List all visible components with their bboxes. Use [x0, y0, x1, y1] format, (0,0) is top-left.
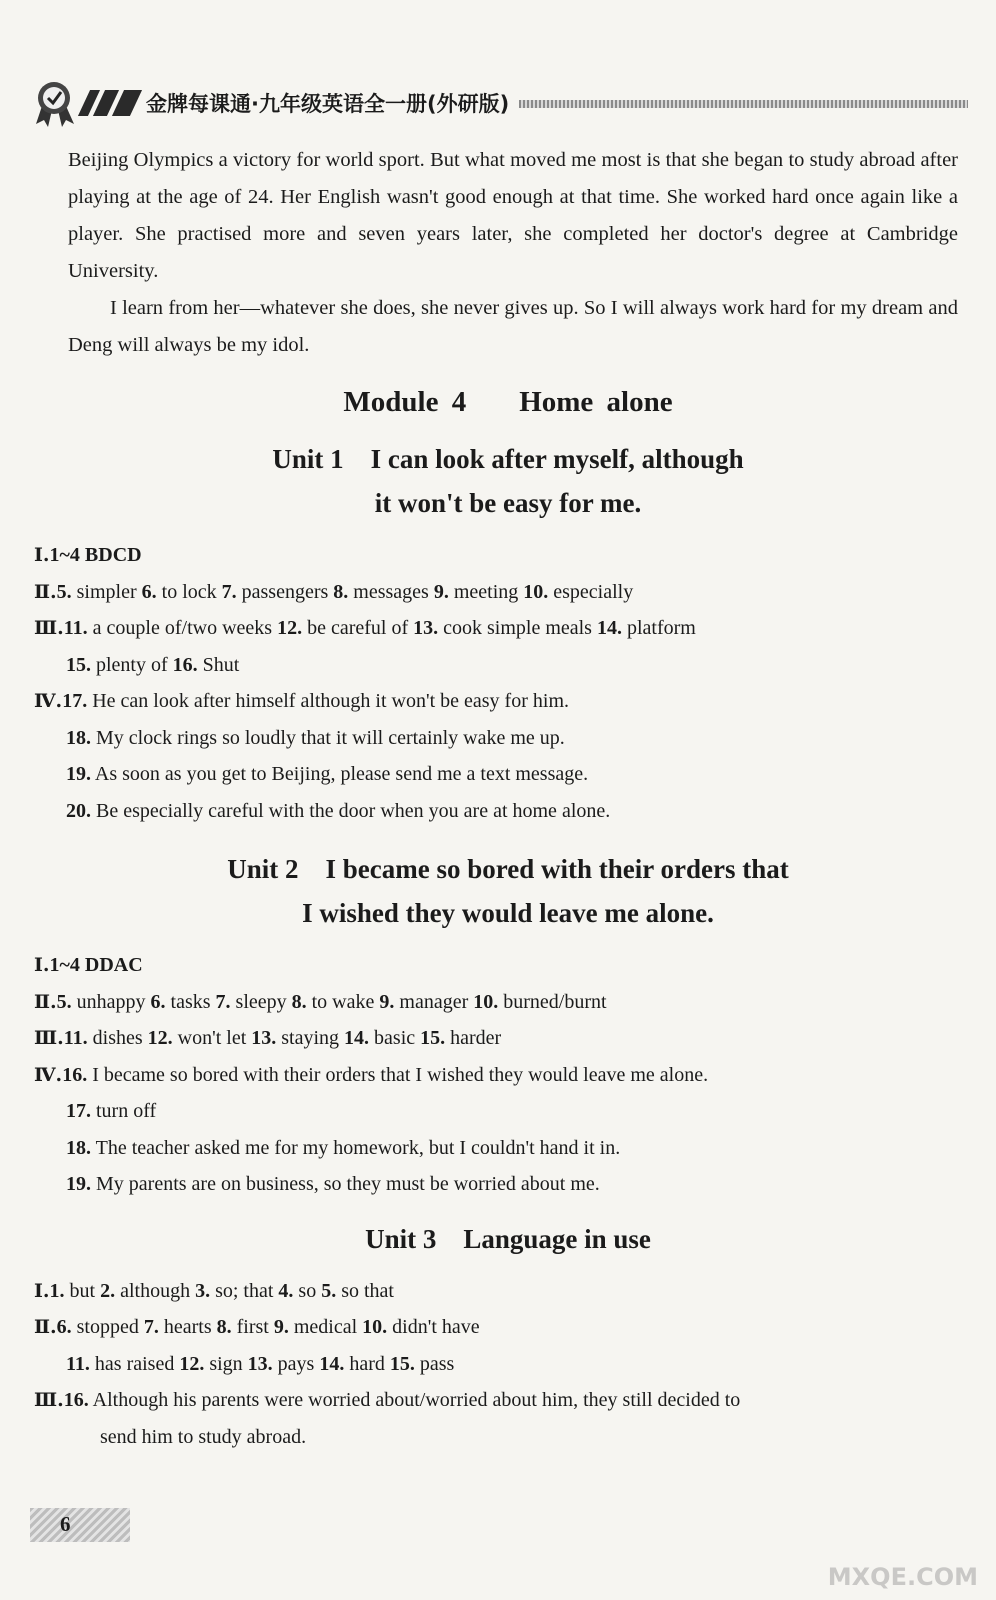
page-content	[34, 142, 958, 1455]
unit1-title-line1: Unit 1 I can look after myself, although	[272, 444, 744, 474]
unit3-title-text: Unit 3 Language in use	[365, 1223, 651, 1254]
page-number: 6	[60, 1512, 71, 1536]
answer-row: 11. has raised 12. sign 13. pays 14. hard 15. pass	[66, 1352, 455, 1375]
unit2-answers	[34, 947, 958, 1203]
answer-row: Ⅰ.1. but 2. although 3. so; that 4. so 5. so that	[34, 1279, 394, 1302]
page-number-box	[30, 1508, 130, 1542]
intro-paragraph-1: Beijing Olympics a victory for world sport. But what moved me most is that she began to study abroad after playing at the age of 24. Her English wasn't good enough at that time. She worked hard once again like a player. She practised more and seven years later, she completed her doctor's degree at Cambridge University.	[68, 149, 958, 282]
answer-row: Ⅰ.1~4 BDCD	[34, 544, 142, 566]
page-header	[28, 78, 968, 128]
answer-row: Ⅲ.11. dishes 12. won't let 13. staying 14. basic 15. harder	[34, 1027, 502, 1049]
unit1-title-line2: it won't be easy for me.	[374, 488, 642, 518]
answer-row: Ⅱ.5. simpler 6. to lock 7. passengers 8. messages 9. meeting 10. especially	[34, 580, 634, 603]
answer-row: Ⅳ.16. I became so bored with their orders that I wished they would leave me alone.	[34, 1063, 709, 1086]
watermark-text: MXQE.COM	[827, 1563, 978, 1591]
medal-icon	[28, 78, 80, 128]
answer-row: Ⅱ.6. stopped 7. hearts 8. first 9. medical 10. didn't have	[34, 1316, 480, 1338]
unit3-title	[68, 1217, 948, 1261]
unit2-title-line1: Unit 2 I became so bored with their orders that	[227, 854, 789, 884]
answer-row: 18. My clock rings so loudly that it will certainly wake me up.	[66, 726, 565, 749]
header-rule	[519, 100, 968, 108]
answer-row: 18. The teacher asked me for my homework, but I couldn't hand it in.	[66, 1136, 621, 1159]
unit2-title	[68, 847, 948, 935]
answer-row: 15. plenty of 16. Shut	[66, 653, 240, 676]
answer-row: 17. turn off	[66, 1100, 157, 1122]
unit1-title	[68, 437, 948, 525]
answer-row: Ⅲ.11. a couple of/two weeks 12. be careful of 13. cook simple meals 14. platform	[34, 617, 696, 639]
watermark-logo	[808, 1495, 978, 1595]
module-title: Module 4 Home alone	[343, 386, 673, 418]
header-title: 金牌每课通·九年级英语全一册(外研版)	[146, 92, 510, 116]
answer-row: 20. Be especially careful with the door when you are at home alone.	[66, 799, 611, 822]
answer-row: Ⅳ.17. He can look after himself although it won't be easy for him.	[34, 690, 569, 712]
unit2-title-line2: I wished they would leave me alone.	[302, 898, 714, 928]
answer-row: 19. My parents are on business, so they must be worried about me.	[66, 1173, 600, 1195]
answer-row: Ⅱ.5. unhappy 6. tasks 7. sleepy 8. to wake 9. manager 10. burned/burnt	[34, 990, 607, 1013]
intro-paragraph-2: I learn from her—whatever she does, she never gives up. So I will always work hard for my dream and Deng will always be my idol.	[68, 297, 958, 356]
unit3-answers	[34, 1273, 958, 1456]
answer-row: Ⅰ.1~4 DDAC	[34, 954, 143, 976]
answer-row: Ⅲ.16. Although his parents were worried about/worried about him, they still decided to	[34, 1389, 741, 1411]
answer-row: 19. As soon as you get to Beijing, please send me a text message.	[66, 763, 589, 785]
answer-row: send him to study abroad.	[100, 1425, 307, 1448]
unit1-answers	[34, 537, 958, 829]
header-stripes	[84, 90, 136, 116]
